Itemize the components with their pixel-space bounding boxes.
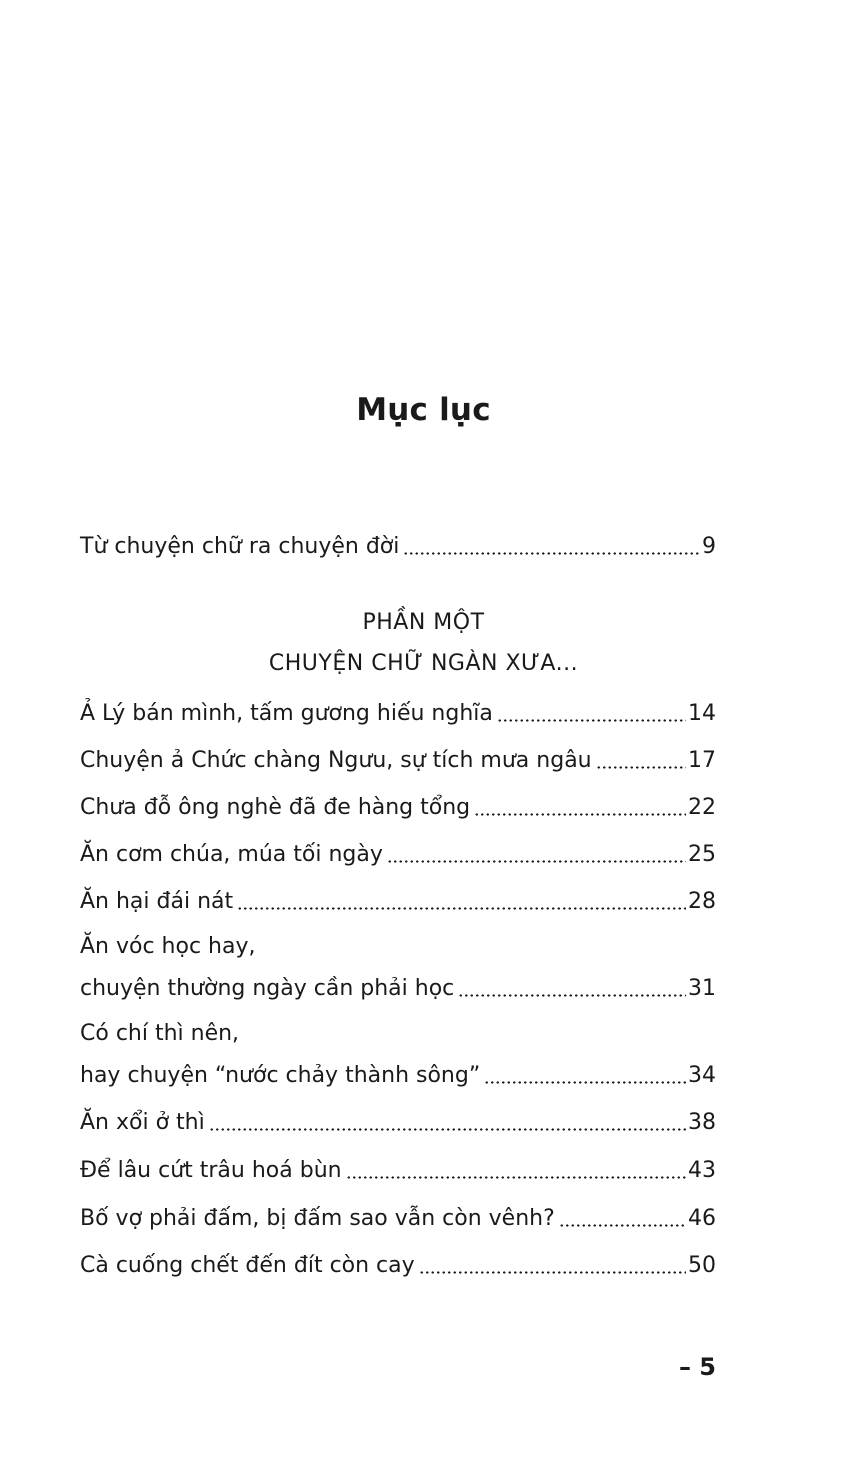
part-subtitle: CHUYỆN CHỮ NGÀN XƯA... [268,651,579,676]
dot-leader [403,552,700,555]
toc-entry-label-line1: Có chí thì nên, [80,1021,240,1046]
toc-entry-page: 28 [688,889,716,914]
page-number: – 5 [678,1353,716,1381]
toc-entry [80,790,716,822]
toc-entry-page: 38 [688,1110,716,1135]
dot-leader [237,907,686,910]
dot-leader [209,1128,686,1131]
toc-entry-label: Ăn cơm chúa, múa tối ngày [80,842,383,867]
toc-entry [80,1153,716,1185]
page-title: Mục lục [356,392,491,428]
toc-entry-page: 50 [688,1253,716,1278]
dot-leader [474,813,686,816]
dot-leader [484,1081,686,1084]
toc-entry-page: 25 [688,842,716,867]
toc-entry [80,696,716,728]
toc-entry-label: Ả Lý bán mình, tấm gương hiếu nghĩa [80,701,493,726]
toc-entry-label: hay chuyện “nước chảy thành sông” [80,1063,481,1088]
toc-entry-label-line1: Ăn vóc học hay, [80,934,256,959]
toc-entry-page: 34 [688,1063,716,1088]
toc-entry-label: Để lâu cứt trâu hoá bùn [80,1158,342,1183]
toc-entry [80,1201,716,1233]
toc-entry-page: 17 [688,748,716,773]
toc-entry-page: 31 [688,976,716,1001]
toc-entry [80,837,716,869]
toc-entry [80,1248,716,1280]
dot-leader [596,766,686,769]
toc-entry-page: 22 [688,795,716,820]
toc-entry-label: chuyện thường ngày cần phải học [80,976,455,1001]
toc-entry-page: 9 [702,534,716,559]
dot-leader [458,994,686,997]
dot-leader [419,1271,686,1274]
part-title: PHẦN MỘT [362,610,485,635]
toc-entry [80,1105,716,1137]
toc-entry-label: Ăn hại đái nát [80,889,234,914]
dot-leader [346,1176,686,1179]
toc-entry-label: Chưa đỗ ông nghè đã đe hàng tổng [80,795,471,820]
toc-entry [80,743,716,775]
toc-entry-intro [80,529,716,561]
toc-entry-label: Bố vợ phải đấm, bị đấm sao vẫn còn vênh? [80,1206,555,1231]
toc-entry [80,1058,716,1090]
toc-entry-page: 43 [688,1158,716,1183]
dot-leader [387,860,686,863]
toc-entry-label: Cà cuống chết đến đít còn cay [80,1253,415,1278]
dot-leader [559,1224,686,1227]
toc-entry-page: 14 [688,701,716,726]
toc-entry-label: Từ chuyện chữ ra chuyện đời [80,534,400,559]
toc-entry [80,884,716,916]
toc-entry [80,971,716,1003]
toc-entry-label: Ăn xổi ở thì [80,1110,205,1135]
toc-entry-label: Chuyện ả Chức chàng Ngưu, sự tích mưa ngâu [80,748,592,773]
dot-leader [497,719,686,722]
toc-entry-page: 46 [688,1206,716,1231]
